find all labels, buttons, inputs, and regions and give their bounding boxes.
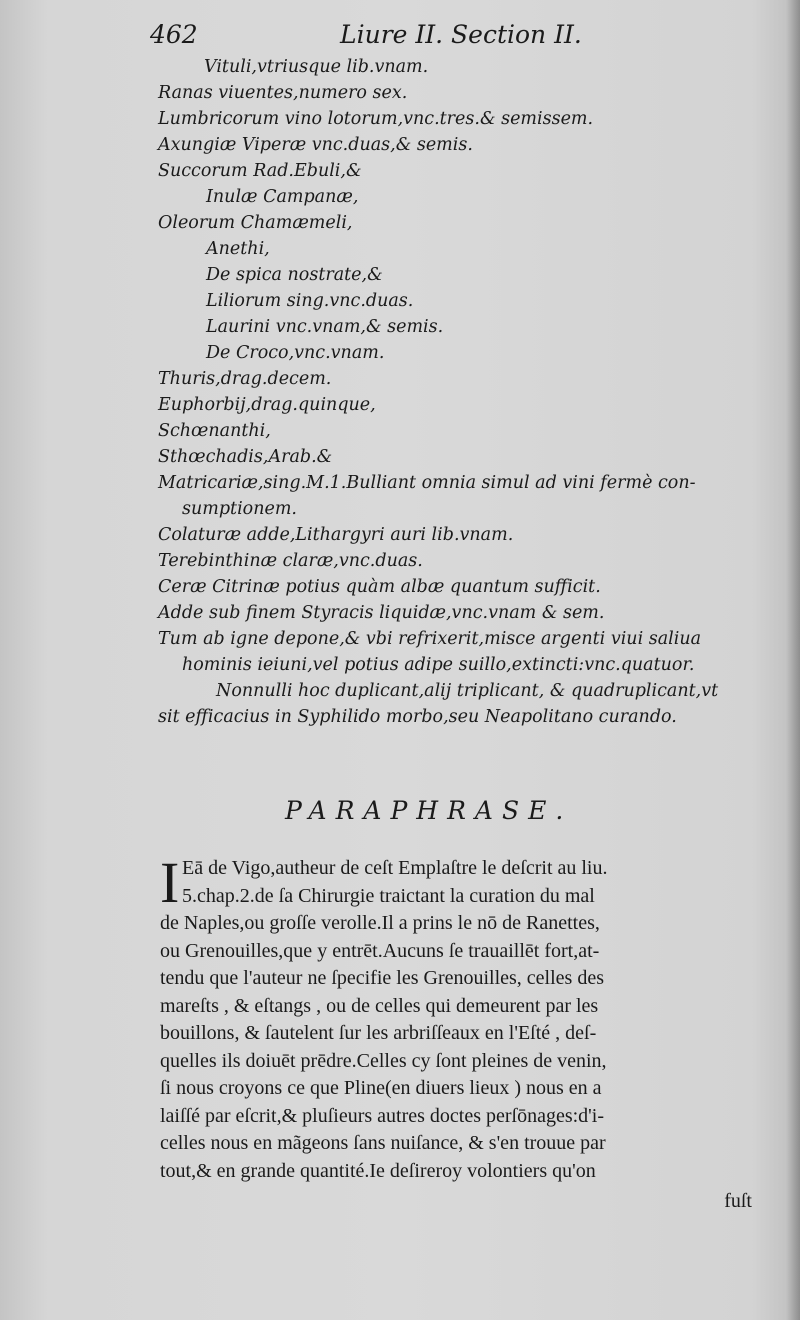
drop-cap: I xyxy=(160,850,180,915)
body-line: ſi nous croyons ce que Pline(en diuers lieux ) nous en a xyxy=(160,1077,602,1099)
recipe-line: Inulæ Campanæ, xyxy=(206,187,359,207)
recipe-line: Terebinthinæ claræ,vnc.duas. xyxy=(158,551,423,571)
body-line: laiſſé par eſcrit,& pluſieurs autres doctes perſōnages:d'i- xyxy=(160,1104,605,1127)
recipe-line: Axungiæ Viperæ vnc.duas,& semis. xyxy=(158,135,473,155)
body-line: celles nous en mãgeons ſans nuiſance, & s'en trouue par xyxy=(160,1132,606,1154)
recipe-line: hominis ieiuni,vel potius adipe suillo,extincti:vnc.quatuor. xyxy=(182,655,695,675)
recipe-line: Liliorum sing.vnc.duas. xyxy=(206,291,414,311)
recipe-line: Laurini vnc.vnam,& semis. xyxy=(206,317,444,337)
body-line: 5.chap.2.de ſa Chirurgie traictant la curation du mal xyxy=(182,884,595,907)
recipe-line: De Croco,vnc.vnam. xyxy=(206,343,385,363)
recipe-line: Anethi, xyxy=(206,239,270,259)
recipe-line: Oleorum Chamæmeli, xyxy=(158,213,353,233)
recipe-line: Adde sub finem Styracis liquidæ,vnc.vnam & sem. xyxy=(158,603,605,623)
recipe-line: Ranas viuentes,numero sex. xyxy=(158,83,408,103)
running-head: Liure II. Section II. xyxy=(340,20,582,49)
recipe-line: Sthœchadis,Arab.& xyxy=(158,447,333,467)
body-line: tendu que l'auteur ne ſpecifie les Grenouilles, celles des xyxy=(160,967,604,989)
recipe-line: Schœnanthi, xyxy=(158,421,271,441)
recipe-line: Nonnulli hoc duplicant,alij triplicant, & quadruplicant,vt xyxy=(216,681,719,701)
recipe-list xyxy=(158,54,758,730)
body-line: quelles ils doiuēt prēdre.Celles cy ſont pleines de venin, xyxy=(160,1049,607,1072)
recipe-line: sit efficacius in Syphilido morbo,seu Neapolitano curando. xyxy=(158,707,677,727)
body-line: ou Grenouilles,que y entrēt.Aucuns ſe trauaillēt fort,at- xyxy=(160,939,600,962)
recipe-line: Thuris,drag.decem. xyxy=(158,369,332,389)
paraphrase-text xyxy=(160,850,760,1185)
recipe-line: sumptionem. xyxy=(182,499,297,519)
recipe-line: De spica nostrate,& xyxy=(206,265,383,285)
recipe-line: Vituli,vtriusque lib.vnam. xyxy=(204,57,429,77)
recipe-line: Lumbricorum vino lotorum,vnc.tres.& semissem. xyxy=(158,109,594,129)
body-line: mareſts , & eſtangs , ou de celles qui demeurent par les xyxy=(160,994,599,1017)
section-title: PARAPHRASE. xyxy=(285,796,573,825)
recipe-line: Matricariæ,sing.M.1.Bulliant omnia simul ad vini fermè con- xyxy=(158,473,696,493)
page-number: 462 xyxy=(150,20,198,49)
recipe-line: Euphorbij,drag.quinque, xyxy=(158,395,376,415)
recipe-line: Colaturæ adde,Lithargyri auri lib.vnam. xyxy=(158,525,514,545)
recipe-line: Succorum Rad.Ebuli,& xyxy=(158,161,362,181)
recipe-line: Tum ab igne depone,& vbi refrixerit,misce argenti viui saliua xyxy=(158,629,702,649)
body-line: de Naples,ou groſſe verolle.Il a prins le nō de Ranettes, xyxy=(160,912,600,934)
recipe-line: Ceræ Citrinæ potius quàm albæ quantum sufficit. xyxy=(158,577,601,597)
page-edge-shadow xyxy=(786,0,800,1320)
body-line: Eā de Vigo,autheur de ceſt Emplaſtre le deſcrit au liu. xyxy=(182,857,608,879)
page-header xyxy=(150,18,600,54)
body-line: bouillons, & ſautelent ſur les arbriſſeaux en l'Eſté , deſ- xyxy=(160,1022,597,1044)
body-line: tout,& en grande quantité.Ie deſireroy volontiers qu'on xyxy=(160,1159,596,1182)
catchword: fuſt xyxy=(724,1190,752,1212)
